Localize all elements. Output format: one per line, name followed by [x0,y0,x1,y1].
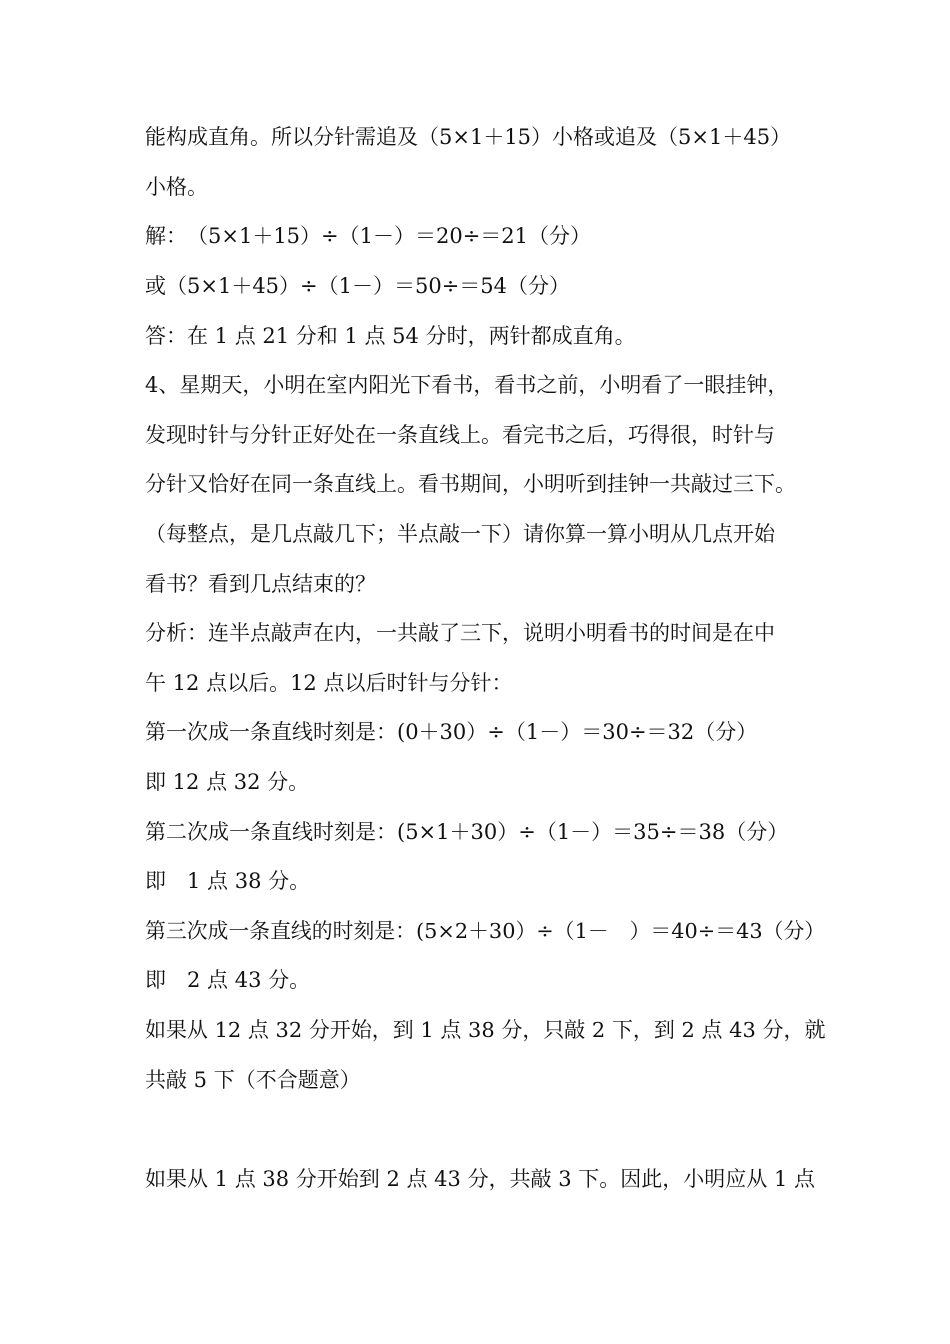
text-line: 如果从 1 点 38 分开始到 2 点 43 分，共敲 3 下。因此，小明应从 1 点 [145,1167,815,1191]
text-line: 能构成直角。所以分针需追及（5×1＋15）小格或追及（5×1＋45） [145,125,792,149]
text-line: 解： （5×1＋15）÷（1－）＝20÷＝21（分） [145,224,592,248]
text-line: 4、星期天，小明在室内阳光下看书，看书之前，小明看了一眼挂钟， [145,373,789,397]
text-line: 答：在 1 点 21 分和 1 点 54 分时，两针都成直角。 [145,324,636,348]
text-line: 第三次成一条直线的时刻是：(5×2＋30）÷（1－ ）＝40÷＝43（分） [145,919,826,943]
text-line: 第一次成一条直线时刻是：(0＋30）÷（1－）＝30÷＝32（分） [145,720,758,744]
text-line: 如果从 12 点 32 分开始，到 1 点 38 分，只敲 2 下，到 2 点 43 分，就 [145,1018,826,1042]
text-line: 发现时针与分针正好处在一条直线上。看完书之后，巧得很，时针与 [145,423,775,447]
text-line: 共敲 5 下（不合题意） [145,1068,361,1092]
text-line: 午 12 点以后。12 点以后时针与分针： [145,671,513,695]
text-line: （每整点，是几点敲几下；半点敲一下）请你算一算小明从几点开始 [145,522,775,546]
text-line: 分析：连半点敲声在内，一共敲了三下，说明小明看书的时间是在中 [145,621,775,645]
text-line: 分针又恰好在同一条直线上。看书期间，小明听到挂钟一共敲过三下。 [145,472,796,496]
text-line: 小格。 [145,175,208,199]
text-line: 即 12 点 32 分。 [145,770,310,794]
text-line: 或（5×1＋45）÷（1－）＝50÷＝54（分） [145,274,571,298]
text-line: 第二次成一条直线时刻是：(5×1＋30）÷（1－）＝35÷＝38（分） [145,820,789,844]
text-line: 即 2 点 43 分。 [145,968,311,992]
text-line: 即 1 点 38 分。 [145,869,311,893]
text-line: 看书？看到几点结束的？ [145,572,376,596]
